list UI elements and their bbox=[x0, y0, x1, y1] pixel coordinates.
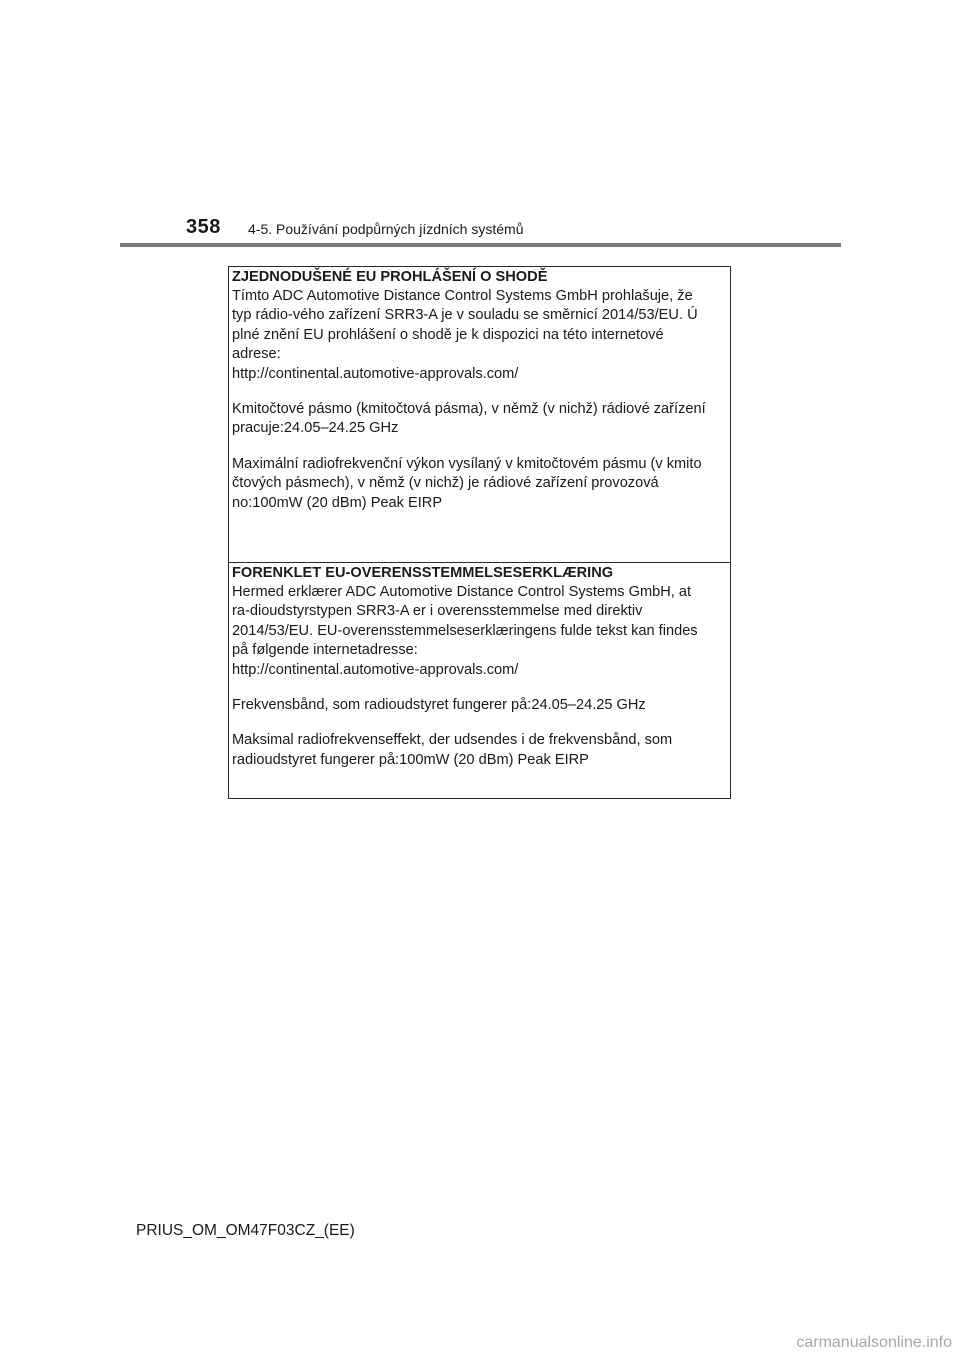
declaration-url: http://continental.automotive-approvals.com/ bbox=[232, 365, 519, 382]
page-header bbox=[0, 0, 960, 250]
text-line: typ rádio-vého zařízení SRR3-A je v souladu se směrnicí 2014/53/EU. Ú bbox=[232, 307, 698, 324]
czech-paragraph-1 bbox=[232, 287, 728, 384]
text-line: på følgende internetadresse: bbox=[232, 642, 418, 659]
section-title: 4-5. Používání podpůrných jízdních systémů bbox=[248, 221, 524, 237]
text-line: plné znění EU prohlášení o shodě je k dispozici na této internetové bbox=[232, 326, 664, 343]
text-line: Hermed erklærer ADC Automotive Distance Control Systems GmbH, at bbox=[232, 584, 692, 600]
czech-paragraph-3 bbox=[232, 455, 728, 513]
page-number: 358 bbox=[186, 216, 221, 238]
danish-paragraph-3 bbox=[232, 731, 728, 770]
text-line: Tímto ADC Automotive Distance Control Systems GmbH prohlašuje, že bbox=[232, 288, 693, 304]
text-line: adrese: bbox=[232, 346, 281, 363]
text-line: no:100mW (20 dBm) Peak EIRP bbox=[232, 494, 443, 511]
czech-heading: ZJEDNODUŠENÉ EU PROHLÁŠENÍ O SHODĚ bbox=[232, 269, 548, 285]
text-line: pracuje:24.05–24.25 GHz bbox=[232, 420, 399, 437]
header-rule bbox=[120, 243, 841, 247]
text-line: ra-dioudstyrstypen SRR3-A er i overensstemmelse med direktiv bbox=[232, 603, 643, 620]
text-line: Maksimal radiofrekvenseffekt, der udsendes i de frekvensbånd, som bbox=[232, 732, 673, 749]
czech-paragraph-2 bbox=[232, 400, 728, 439]
danish-paragraph-1 bbox=[232, 583, 728, 680]
declaration-url: http://continental.automotive-approvals.com/ bbox=[232, 661, 519, 678]
danish-declaration bbox=[229, 563, 730, 798]
watermark: carmanualsonline.info bbox=[796, 1334, 952, 1351]
danish-heading: FORENKLET EU-OVERENSSTEMMELSESERKLÆRING bbox=[232, 565, 614, 581]
danish-paragraph-2 bbox=[232, 696, 728, 715]
text-line: 2014/53/EU. EU-overensstemmelseserklæringens fulde tekst kan findes bbox=[232, 622, 698, 639]
text-line: Maximální radiofrekvenční výkon vysílaný v kmitočtovém pásmu (v kmito bbox=[232, 455, 702, 472]
text-line: Frekvensbånd, som radioudstyret fungerer på:24.05–24.25 GHz bbox=[232, 697, 646, 714]
text-line: Kmitočtové pásmo (kmitočtová pásma), v němž (v nichž) rádiové zařízení bbox=[232, 401, 706, 418]
text-line: čtových pásmech), v němž (v nichž) je rádiové zařízení provozová bbox=[232, 475, 659, 492]
text-line: radioudstyret fungerer på:100mW (20 dBm) Peak EIRP bbox=[232, 751, 589, 768]
czech-declaration bbox=[229, 267, 730, 563]
document-code: PRIUS_OM_OM47F03CZ_(EE) bbox=[136, 1222, 355, 1239]
declaration-box bbox=[228, 266, 731, 799]
